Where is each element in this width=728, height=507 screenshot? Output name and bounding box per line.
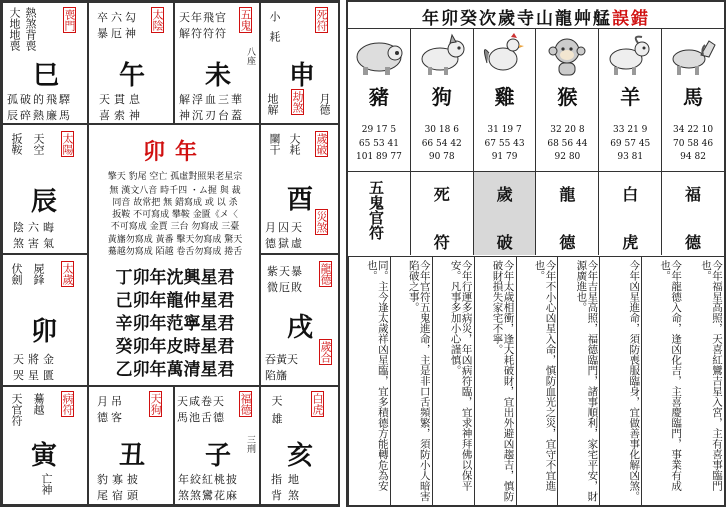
shen-red-star: 死符	[315, 9, 328, 31]
mao-red-star: 太歲	[61, 263, 74, 285]
number-row: 66 54 42	[421, 138, 462, 149]
animal-numbers	[673, 124, 713, 165]
animal-row	[348, 28, 724, 255]
panel-title-error: 誤錯	[612, 9, 650, 29]
center-panel	[88, 124, 260, 386]
xu-bottom: 吞黃天	[265, 353, 298, 366]
number-row: 70 58 46	[673, 138, 714, 149]
number-row: 68 56 44	[547, 138, 588, 149]
luck-bottom: 破	[496, 232, 513, 252]
xu-red-star: 龍德	[319, 263, 332, 285]
zodiac-chart	[0, 0, 340, 507]
luck-cell	[411, 171, 473, 256]
number-row: 29 17 5	[361, 125, 397, 135]
si-bottom: 孤破的飛驛	[7, 93, 72, 106]
mao-stars-2: 屍鋒	[32, 263, 45, 285]
chen-red-star: 太陽	[61, 133, 74, 155]
goat-icon	[602, 33, 658, 79]
yin-bottom: 亡神	[40, 473, 53, 495]
center-line1: 擎天 豹尾 空亡 孤虛對照果老星宗	[107, 172, 243, 182]
animal-col	[599, 29, 662, 255]
chou-bottom2: 尾宿頭	[97, 489, 142, 502]
yin-stars-2: 驀越	[32, 393, 45, 415]
cell-zi	[174, 386, 260, 505]
animal-name: 馬	[683, 85, 704, 109]
xu-bottom2: 陷旛	[265, 369, 287, 382]
wu-branch: 午	[119, 61, 146, 91]
chou-bottom: 豹寡披	[97, 473, 142, 486]
center-note: 不可寫成 金賈 三台 勿寫成 三臺	[110, 222, 240, 233]
wei-stars-2: 解符符符	[179, 27, 227, 40]
fortune-text: 今年福星高照，天喜紅鸞吉星入宮，主有喜事臨門也。	[699, 260, 723, 491]
panel-title-main: 年卯癸次歲寺山龍艸艋	[422, 9, 612, 29]
shen-bottom: 地解	[266, 93, 279, 115]
pig-icon	[351, 33, 407, 79]
shen-stars: 小	[268, 11, 281, 22]
si-stars: 大地地喪	[8, 7, 21, 51]
cell-wei	[174, 2, 260, 124]
fortune-text: 今年龍德入命，逢凶化吉，主喜慶臨門，事業有成也。	[641, 257, 683, 506]
wu-bottom2: 喜索神	[99, 109, 144, 122]
center-notes	[93, 185, 257, 258]
number-row: 90 78	[428, 152, 455, 162]
hai-bottom2: 背煞	[271, 489, 305, 502]
number-row: 92 80	[554, 152, 581, 162]
animal-name: 猴	[557, 85, 578, 109]
you-stars-2: 大耗	[288, 133, 301, 155]
number-row: 91 79	[491, 152, 518, 162]
animal-name: 羊	[620, 85, 641, 109]
number-row: 34 22 10	[673, 125, 714, 135]
zi-stars: 天咸卷天	[177, 395, 225, 408]
cell-xu	[260, 254, 340, 386]
yin-branch: 寅	[31, 441, 58, 471]
wu-bottom: 天貫息	[99, 93, 144, 106]
xu-stars-2: 微厄敗	[267, 281, 303, 294]
number-row: 31 19 7	[487, 125, 522, 135]
animal-col	[411, 29, 474, 255]
poem-line: 己卯年龍仲星君	[115, 291, 235, 311]
number-row: 33 21 9	[613, 125, 648, 135]
luck-cell	[599, 171, 661, 256]
animal-numbers	[356, 124, 402, 165]
chen-stars: 扳鞍	[10, 133, 23, 155]
poem-line: 癸卯年皮時星君	[115, 337, 235, 357]
chou-branch: 丑	[119, 441, 146, 471]
hai-stars: 天	[270, 395, 283, 406]
monkey-icon	[539, 33, 595, 79]
yin-red-star: 病符	[61, 393, 74, 415]
center-note: 同音 故常把 無 錯寫成 或 以 杀	[112, 198, 238, 209]
xu-stars: 紫天暴	[267, 265, 303, 278]
si-red-star: 喪門	[63, 9, 76, 31]
luck-label: 五鬼官符	[367, 179, 385, 240]
si-bottom2: 辰碎熱廉馬	[7, 109, 72, 122]
cell-mao	[2, 254, 88, 386]
cell-yin	[2, 386, 88, 505]
number-row: 101 89 77	[356, 152, 402, 162]
number-row: 65 53 41	[358, 138, 399, 149]
animal-col	[536, 29, 599, 255]
fortune-text: 同。主今逢太歲祥凶星臨，宜多積德方能轉危為安也。	[348, 257, 390, 506]
center-note: 無 漢文八音 時千四 ・ム握 與 裁	[109, 186, 241, 196]
poem-line: 乙卯年萬清星君	[115, 360, 235, 380]
center-note: 扳鞍 不可寫成 攀鞍 金匱《メ〈	[112, 210, 238, 221]
cell-shen	[260, 2, 340, 124]
zi-bottom: 年絞紅桃披	[178, 473, 238, 486]
you-branch: 酉	[287, 185, 314, 215]
shen-branch: 申	[289, 61, 316, 91]
mao-branch: 卯	[31, 317, 58, 347]
fortune-text: 今年太歲相衝，逢大耗破財，宜出外避凶趨吉，慎防破財損失家宅不寧。	[474, 257, 516, 506]
fortune-text: 今年官符五鬼進命，主是非口舌頻繁，須防小人暗害陷破之事。	[390, 257, 432, 506]
luck-top: 白	[622, 184, 639, 204]
shen-stars-2: 耗	[268, 31, 281, 42]
you-bottom2: 德獄虛	[265, 237, 304, 250]
number-row: 94 82	[680, 152, 706, 162]
center-title: 卯年	[142, 139, 207, 165]
cell-wu	[88, 2, 174, 124]
fortune-panel	[346, 0, 726, 507]
number-row: 93 81	[617, 152, 644, 162]
chou-stars-2: 德客	[97, 411, 125, 424]
animal-numbers	[547, 124, 587, 165]
luck-top: 福	[685, 184, 702, 204]
luck-top: 龍	[559, 184, 576, 204]
horse-icon	[665, 33, 721, 79]
luck-bottom: 德	[559, 232, 576, 252]
luck-cell	[662, 171, 724, 256]
poem-line: 丁卯年沈興星君	[115, 268, 235, 288]
luck-bottom: 德	[685, 232, 702, 252]
cell-hai	[260, 386, 340, 505]
luck-cell	[348, 171, 410, 256]
si-branch: 巳	[33, 61, 60, 91]
fortune-text: 今年吉星高照，福德臨門，諸事順利，家宅平安，財源廣進也。	[557, 257, 599, 506]
hai-red-star: 白虎	[311, 393, 324, 415]
cell-si	[2, 2, 88, 124]
number-row: 30 18 6	[424, 125, 459, 135]
center-note: 驀越勿寫成 陌越 卷舌勿寫成 捲舌	[107, 246, 243, 257]
poem-line: 辛卯年范寧星君	[115, 314, 235, 334]
yin-stars: 天官符	[10, 393, 23, 426]
si-stars-2: 熱煞背喪	[24, 7, 37, 51]
panel-title	[348, 4, 724, 29]
animal-numbers	[610, 124, 650, 165]
chen-branch: 辰	[31, 187, 58, 217]
xu-branch: 戌	[287, 313, 314, 343]
you-red-star-2: 災煞	[315, 211, 328, 233]
zi-stars-2: 馬池舌德	[177, 411, 225, 424]
you-bottom: 月囚天	[265, 221, 304, 234]
center-note: 黃旛勿寫成 黃番 擊天勿寫成 驚天	[107, 234, 243, 245]
hai-bottom: 指地	[271, 473, 305, 486]
you-red-star: 歲破	[315, 133, 328, 155]
dog-icon	[414, 33, 470, 79]
wei-side: 八座	[245, 47, 255, 65]
fortune-text: 今年行運多病災，年凶病符臨，宜求神拜佛以保平安。凡事多加小心謹慎。	[432, 257, 474, 506]
animal-col	[662, 29, 724, 255]
shen-bottom2: 月德	[318, 93, 331, 115]
luck-top: 死	[433, 184, 450, 204]
wei-branch: 未	[205, 61, 232, 91]
wu-stars-2: 暴厄神	[97, 27, 139, 40]
zi-side: 三刑	[245, 435, 255, 453]
luck-bottom: 虎	[622, 232, 639, 252]
wu-stars: 卒六勾	[97, 11, 139, 24]
wei-bottom: 解浮血三華	[179, 93, 244, 106]
animal-name: 狗	[431, 85, 452, 109]
fortune-text: 今年不小心凶星入命，慎防血光之災，宜守不宜進也。	[516, 257, 558, 506]
wei-bottom2: 神沉刃台蓋	[179, 109, 244, 122]
hai-stars-2: 雄	[270, 413, 283, 424]
fortune-texts	[348, 256, 724, 506]
chen-bottom: 陰六晦	[13, 221, 58, 234]
zi-red-star: 福德	[239, 393, 252, 415]
animal-name: 豬	[368, 85, 389, 109]
fortune-text: 今年凶星進命，須防喪服臨身，宜做善事化解凶煞。	[599, 257, 641, 506]
luck-bottom: 符	[433, 232, 450, 252]
shen-red-star-2: 劫煞	[291, 91, 304, 113]
mao-bottom2: 哭星匱	[13, 369, 58, 382]
wei-red-star: 五鬼	[239, 9, 252, 31]
number-row: 32 20 8	[550, 125, 585, 135]
zi-branch: 子	[205, 441, 232, 471]
chen-stars-2: 天空	[32, 133, 45, 155]
animal-col	[348, 29, 411, 255]
xu-red-star-2: 歲合	[319, 341, 332, 363]
number-row: 67 55 43	[484, 138, 525, 149]
chou-red-star: 天狗	[149, 393, 162, 415]
chou-stars: 月吊	[97, 395, 125, 408]
wu-red-star: 太陰	[151, 9, 164, 31]
cell-you	[260, 124, 340, 254]
zi-bottom2: 煞煞鸞花麻	[178, 489, 238, 502]
animal-numbers	[485, 124, 525, 165]
mao-stars: 伏劍	[10, 263, 23, 285]
animal-numbers	[422, 124, 462, 165]
luck-cell-highlighted	[474, 171, 536, 256]
animal-name: 雞	[494, 85, 515, 109]
center-poem	[97, 267, 253, 382]
luck-top: 歲	[496, 184, 513, 204]
animal-col	[474, 29, 537, 255]
cell-chen	[2, 124, 88, 254]
luck-cell	[536, 171, 598, 256]
you-stars: 闌干	[268, 133, 281, 155]
cell-chou	[88, 386, 174, 505]
rooster-icon	[477, 33, 533, 79]
mao-bottom: 天將金	[13, 353, 58, 366]
wei-stars: 天年飛官	[179, 11, 227, 24]
hai-branch: 亥	[287, 441, 314, 471]
number-row: 69 57 45	[610, 138, 651, 149]
chen-bottom2: 煞害氣	[13, 237, 58, 250]
